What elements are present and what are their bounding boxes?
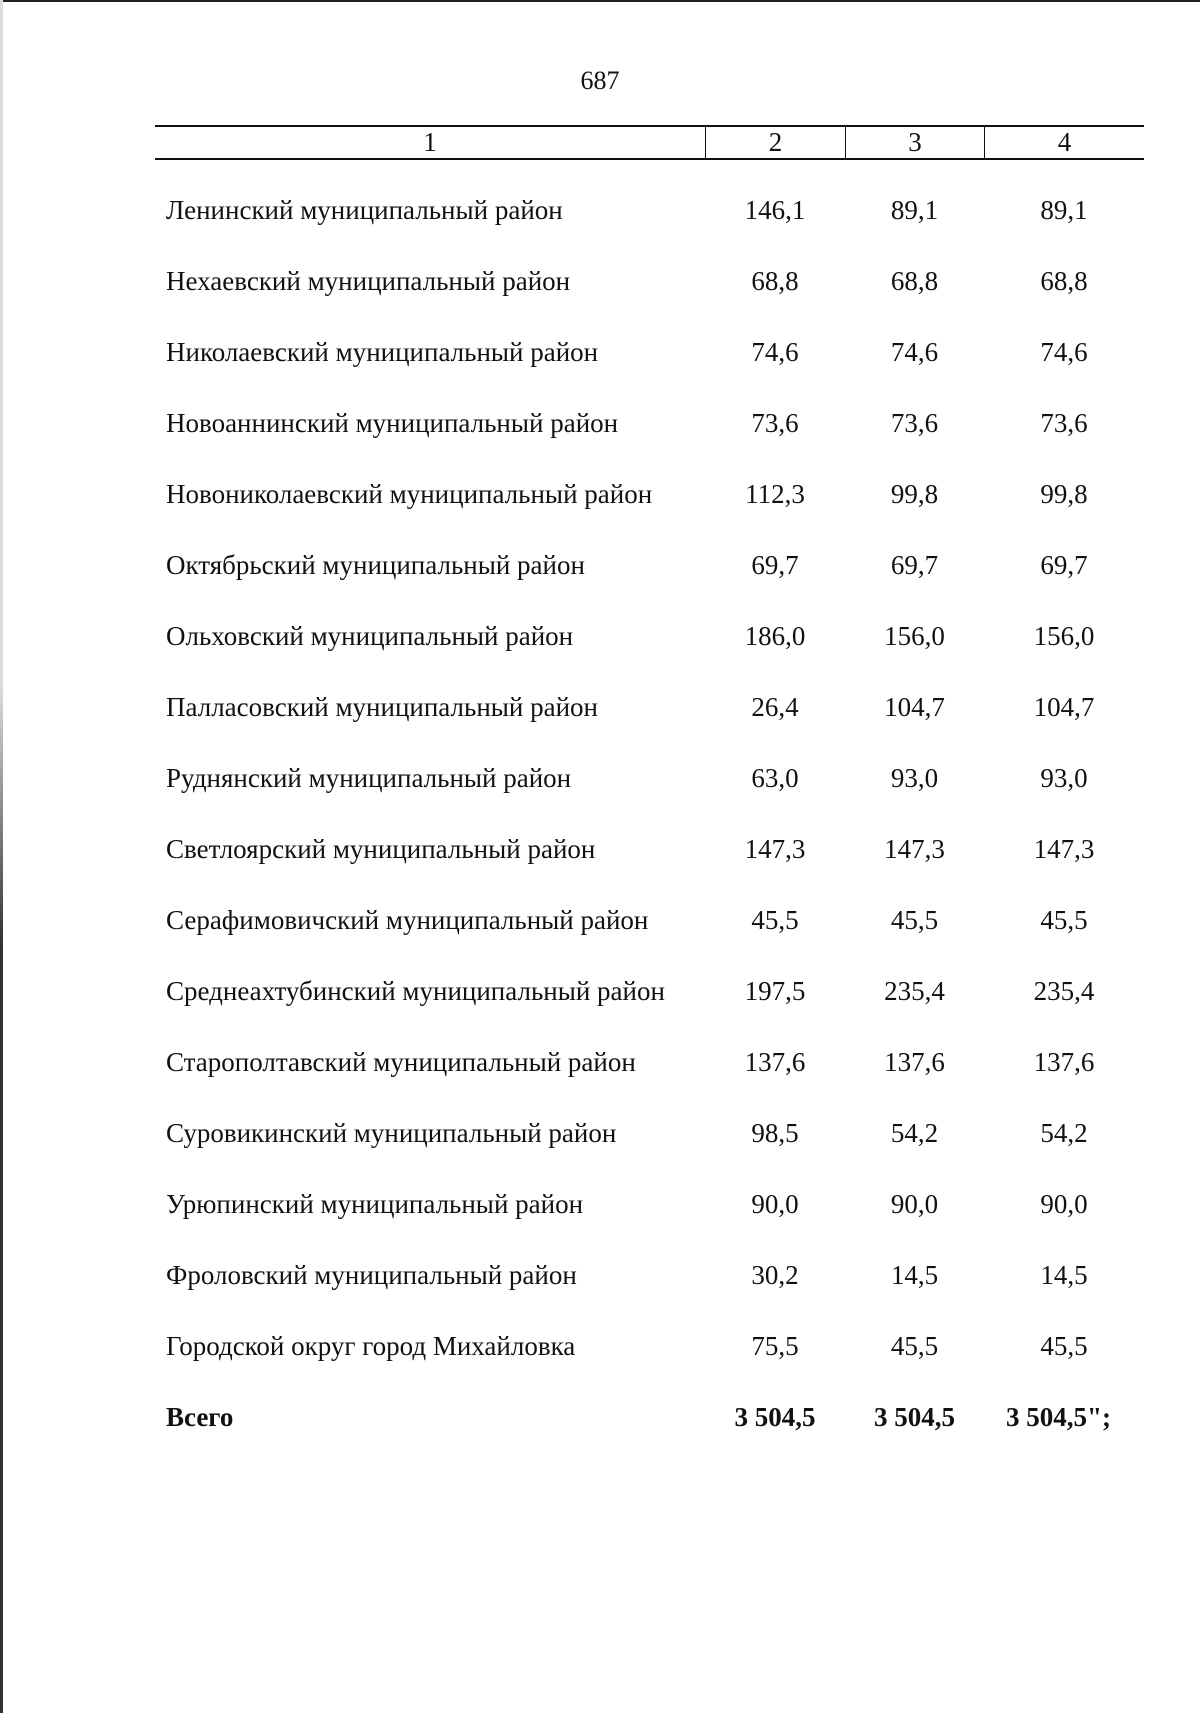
header-cell-2: 2 bbox=[705, 127, 845, 158]
total-label: Всего bbox=[166, 1402, 234, 1432]
value-col-2: 146,1 bbox=[744, 195, 806, 225]
district-name: Урюпинский муниципальный район bbox=[166, 1189, 584, 1219]
value-col-4: 45,5 bbox=[1040, 1331, 1088, 1361]
value-col-4: 156,0 bbox=[1033, 621, 1095, 651]
value-col-3: 45,5 bbox=[890, 1331, 939, 1361]
value-col-3: 99,8 bbox=[890, 479, 939, 509]
value-col-2: 147,3 bbox=[744, 834, 806, 864]
table-row bbox=[155, 672, 1144, 743]
value-col-3: 147,3 bbox=[884, 834, 945, 864]
value-col-3: 14,5 bbox=[890, 1260, 939, 1290]
header-cell-3: 3 bbox=[845, 127, 984, 158]
district-name: Серафимовичский муниципальный район bbox=[166, 905, 649, 935]
value-col-4: 93,0 bbox=[1040, 763, 1088, 793]
table-row bbox=[155, 317, 1144, 388]
value-col-3: 45,5 bbox=[890, 905, 939, 935]
value-col-3: 104,7 bbox=[884, 692, 945, 722]
district-name: Новоаннинский муниципальный район bbox=[166, 408, 619, 438]
value-col-3: 235,4 bbox=[884, 976, 945, 1006]
district-name: Нехаевский муниципальный район bbox=[166, 266, 571, 296]
table-row bbox=[155, 743, 1144, 814]
district-name: Среднеахтубинский муниципальный район bbox=[166, 976, 665, 1006]
value-col-2: 68,8 bbox=[751, 266, 799, 296]
value-col-2: 75,5 bbox=[751, 1331, 799, 1361]
value-col-2: 98,5 bbox=[751, 1118, 799, 1148]
table-row bbox=[155, 1240, 1144, 1311]
value-col-4: 89,1 bbox=[1040, 195, 1088, 225]
header-cell-4: 4 bbox=[984, 127, 1144, 158]
table-row bbox=[155, 388, 1144, 459]
value-col-3: 73,6 bbox=[890, 408, 939, 438]
value-col-3: 156,0 bbox=[884, 621, 945, 651]
table-row bbox=[155, 530, 1144, 601]
district-name: Руднянский муниципальный район bbox=[166, 763, 572, 793]
district-name: Фроловский муниципальный район bbox=[166, 1260, 577, 1290]
value-col-3: 137,6 bbox=[884, 1047, 945, 1077]
total-col-4: 3 504,5"; bbox=[1006, 1402, 1111, 1432]
value-col-3: 69,7 bbox=[890, 550, 939, 580]
district-name: Октябрьский муниципальный район bbox=[166, 550, 585, 580]
value-col-2: 137,6 bbox=[744, 1047, 806, 1077]
table-row bbox=[155, 459, 1144, 530]
value-col-2: 74,6 bbox=[751, 337, 799, 367]
value-col-3: 90,0 bbox=[890, 1189, 939, 1219]
value-col-2: 90,0 bbox=[751, 1189, 799, 1219]
table-row bbox=[155, 885, 1144, 956]
value-col-4: 73,6 bbox=[1040, 408, 1088, 438]
value-col-2: 63,0 bbox=[751, 763, 799, 793]
value-col-4: 74,6 bbox=[1040, 337, 1088, 367]
value-col-4: 54,2 bbox=[1040, 1118, 1088, 1148]
value-col-4: 99,8 bbox=[1040, 479, 1088, 509]
value-col-3: 74,6 bbox=[890, 337, 939, 367]
scan-edge-top bbox=[0, 0, 1200, 2]
table-row bbox=[155, 1169, 1144, 1240]
value-col-3: 93,0 bbox=[890, 763, 939, 793]
value-col-2: 30,2 bbox=[751, 1260, 799, 1290]
value-col-2: 26,4 bbox=[751, 692, 799, 722]
value-col-4: 147,3 bbox=[1033, 834, 1095, 864]
district-name: Ленинский муниципальный район bbox=[166, 195, 563, 225]
value-col-4: 90,0 bbox=[1040, 1189, 1088, 1219]
value-col-4: 137,6 bbox=[1033, 1047, 1095, 1077]
value-col-4: 69,7 bbox=[1040, 550, 1088, 580]
total-col-3: 3 504,5 bbox=[874, 1402, 955, 1432]
value-col-4: 45,5 bbox=[1040, 905, 1088, 935]
value-col-2: 45,5 bbox=[751, 905, 799, 935]
value-col-3: 54,2 bbox=[890, 1118, 939, 1148]
value-col-2: 69,7 bbox=[751, 550, 799, 580]
table-body bbox=[155, 175, 1144, 1453]
value-col-3: 68,8 bbox=[890, 266, 939, 296]
district-name: Палласовский муниципальный район bbox=[166, 692, 598, 722]
table-row bbox=[155, 1098, 1144, 1169]
district-name: Новониколаевский муниципальный район bbox=[166, 479, 653, 509]
table-row bbox=[155, 1027, 1144, 1098]
value-col-4: 104,7 bbox=[1033, 692, 1095, 722]
value-col-2: 197,5 bbox=[744, 976, 806, 1006]
table-header-row bbox=[155, 125, 1144, 160]
table-row bbox=[155, 814, 1144, 885]
table-row bbox=[155, 1311, 1144, 1382]
page-number: 687 bbox=[580, 66, 620, 95]
district-name: Городской округ город Михайловка bbox=[166, 1331, 576, 1361]
total-col-2: 3 504,5 bbox=[734, 1402, 816, 1432]
district-name: Суровикинский муниципальный район bbox=[166, 1118, 617, 1148]
value-col-4: 68,8 bbox=[1040, 266, 1088, 296]
table-row bbox=[155, 246, 1144, 317]
district-name: Николаевский муниципальный район bbox=[166, 337, 599, 367]
value-col-2: 186,0 bbox=[744, 621, 806, 651]
value-col-2: 73,6 bbox=[751, 408, 799, 438]
total-row bbox=[155, 1382, 1144, 1453]
value-col-4: 235,4 bbox=[1033, 976, 1095, 1006]
value-col-3: 89,1 bbox=[890, 195, 939, 225]
district-name: Светлоярский муниципальный район bbox=[166, 834, 596, 864]
header-cell-1: 1 bbox=[423, 127, 437, 157]
value-col-2: 112,3 bbox=[745, 479, 805, 509]
district-name: Ольховский муниципальный район bbox=[166, 621, 574, 651]
value-col-4: 14,5 bbox=[1040, 1260, 1088, 1290]
scan-edge-left bbox=[0, 0, 3, 1713]
table-row bbox=[155, 601, 1144, 672]
table-row bbox=[155, 175, 1144, 246]
table-row bbox=[155, 956, 1144, 1027]
district-name: Старополтавский муниципальный район bbox=[166, 1047, 636, 1077]
